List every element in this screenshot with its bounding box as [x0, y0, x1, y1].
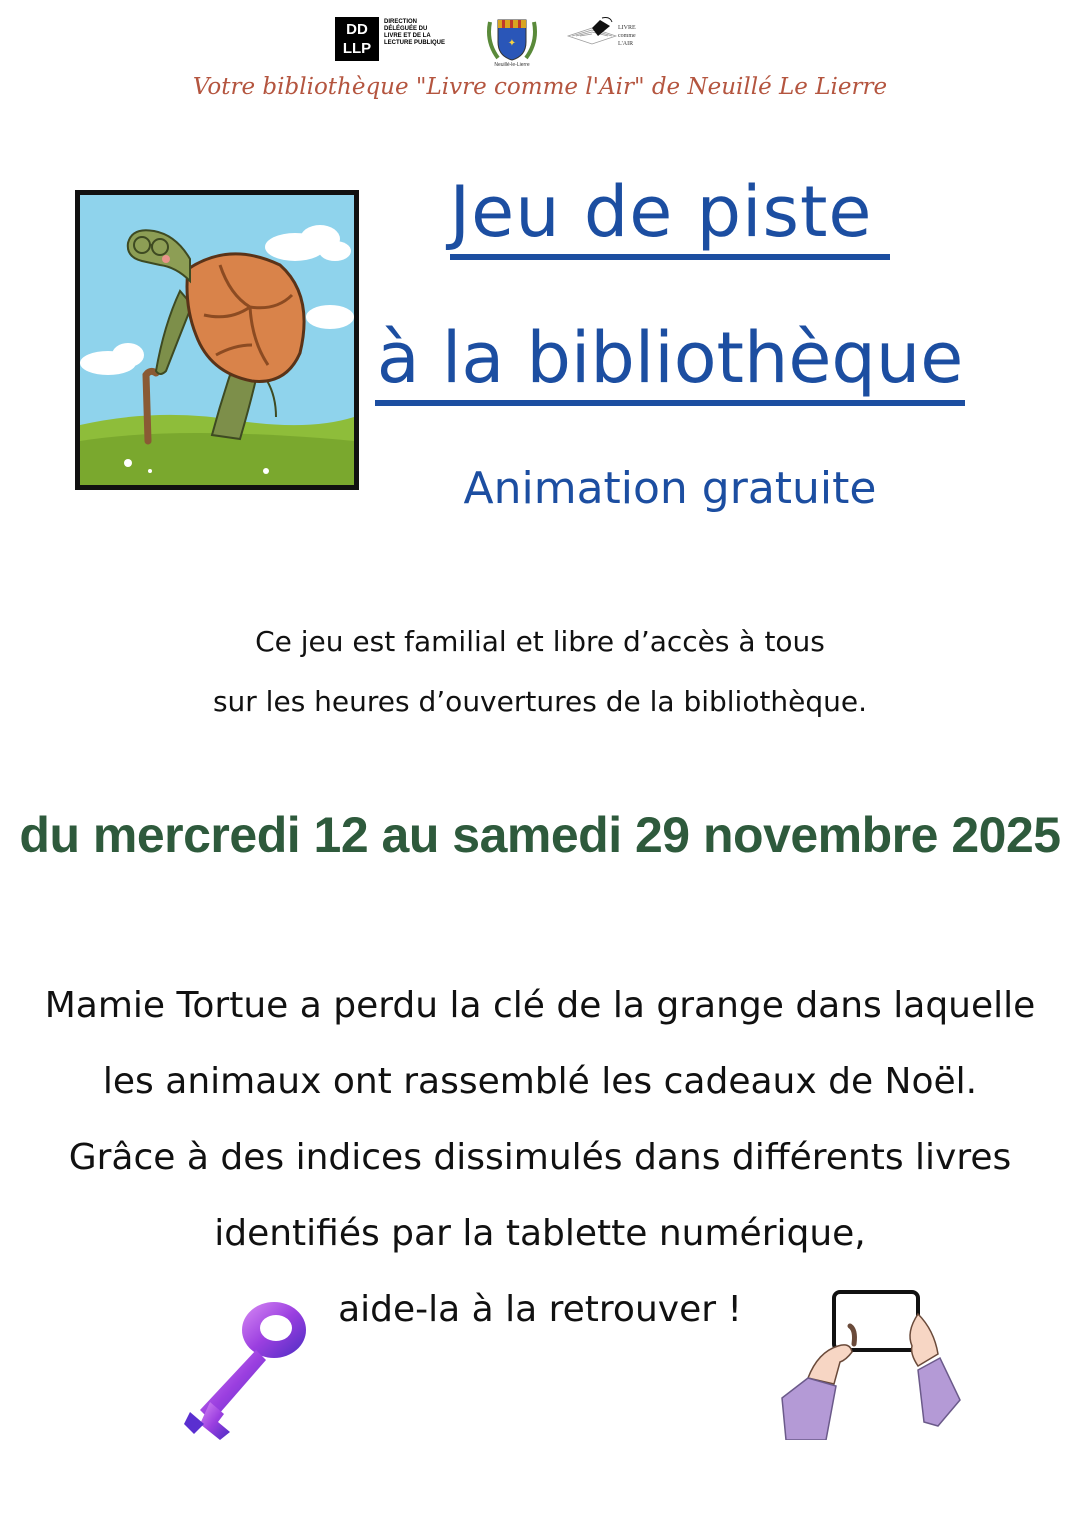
access-info: [0, 612, 1080, 732]
title-line-2: à la bibliothèque: [375, 316, 966, 406]
library-tagline: Votre bibliothèque "Livre comme l'Air" de Neuillé Le Lierre: [192, 74, 888, 100]
crest-caption: Neuillé-le-Lierre: [494, 62, 530, 68]
svg-text:✦: ✦: [507, 38, 517, 49]
purple-key-icon: [180, 1294, 314, 1440]
story-line-5: aide-la à la retrouver !: [338, 1289, 742, 1330]
event-dates: du mercredi 12 au samedi 29 novembre 2025: [19, 807, 1061, 863]
ddllp-mark: DD LLP: [335, 17, 379, 61]
event-subtitle: Animation gratuite: [463, 463, 877, 514]
ddllp-text: DIRECTION DÉLÉGUÉE DU LIVRE ET DE LA LECTURE PUBLIQUE: [384, 19, 446, 46]
story-line-4: identifiés par la tablette numérique,: [214, 1213, 866, 1254]
town-crest-icon: [484, 12, 540, 70]
story-line-3: Grâce à des indices dissimulés dans différents livres: [68, 1137, 1012, 1178]
event-title: [370, 170, 970, 406]
partner-logos: [0, 10, 1080, 70]
access-info-line-2: sur les heures d’ouvertures de la bibliothèque.: [212, 685, 868, 718]
ddllp-logo: [335, 17, 445, 63]
story-line-1: Mamie Tortue a perdu la clé de la grange dans laquelle: [44, 985, 1036, 1026]
title-line-1: Jeu de piste: [450, 170, 891, 260]
old-turtle-illustration: [75, 190, 359, 490]
access-info-line-1: Ce jeu est familial et libre d’accès à tous: [255, 625, 825, 658]
library-logo-icon: [566, 14, 646, 64]
hands-tablet-icon: [778, 1286, 964, 1440]
story-line-2: les animaux ont rassemblé les cadeaux de Noël.: [102, 1061, 978, 1102]
library-logo-text: LIVRE comme L'AIR: [618, 25, 636, 47]
